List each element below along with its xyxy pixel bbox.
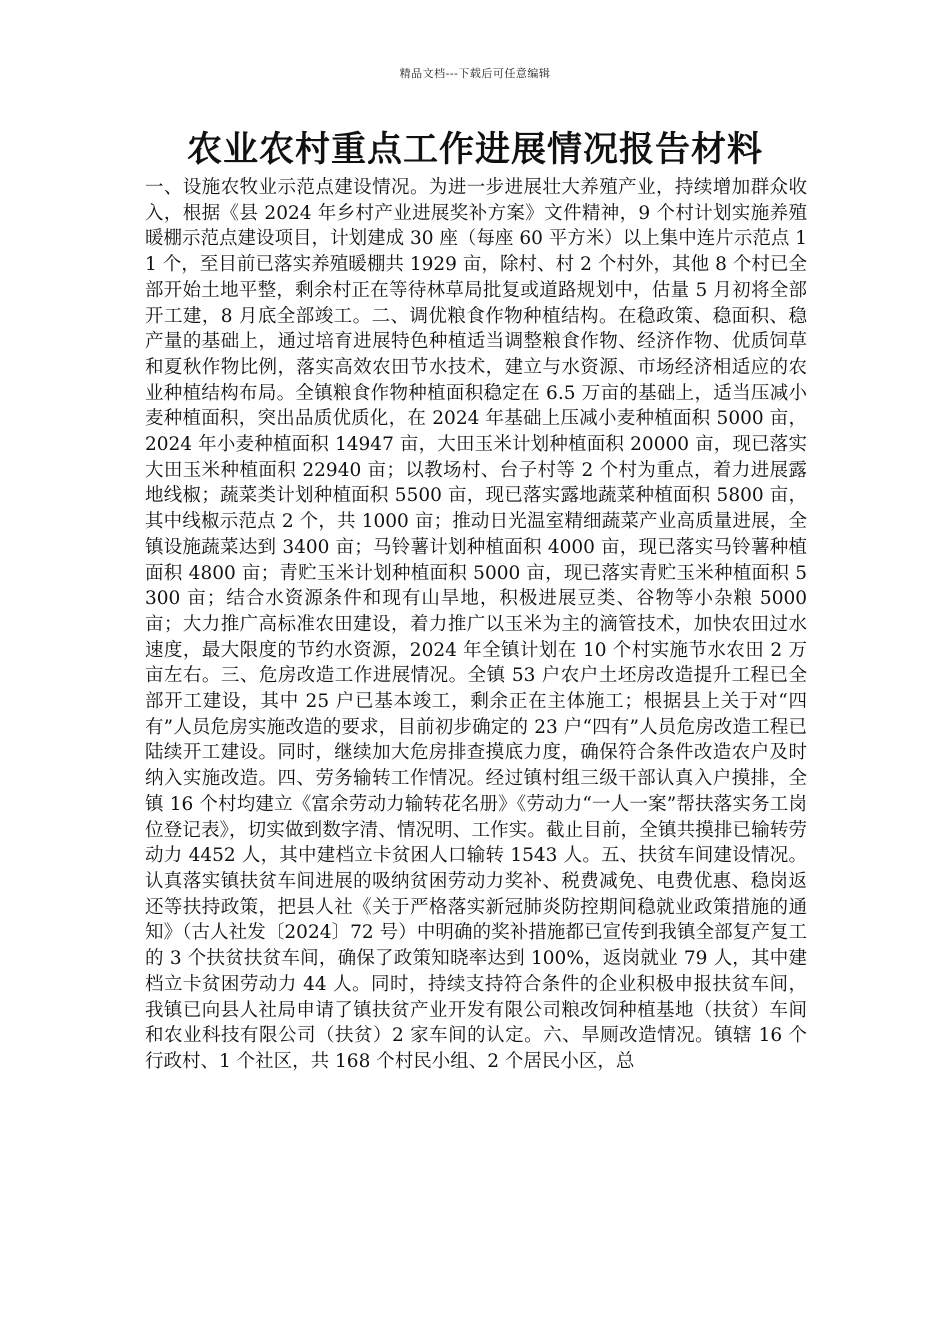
document-body xyxy=(145,175,807,1075)
header-note: 精品文档---下载后可任意编辑 xyxy=(399,67,551,80)
document-title: 农业农村重点工作进展情况报告材料 xyxy=(186,130,763,170)
body-paragraph: 一、设施农牧业示范点建设情况。为进一步进展壮大养殖产业，持续增加群众收入，根据《县 2024 年乡村产业进展奖补方案》文件精神，9 个村计划实施养殖暖棚示范点建设项目，计划建成 30 座（每座 60 平方米）以上集中连片示范点 11 个，至目前已落实养殖暖棚共 1929 亩，除村、村 2 个村外，其他 8 个村已全部开始土地平整，剩余村正在等待林草局批复或道路规划中，估量 5 月初将全部开工建，8 月底全部竣工。二、调优粮食作物种植结构。在稳政策、稳面积、稳产量的基础上，通过培育进展特色种植适当调整粮食作物、经济作物、优质饲草和夏秋作物比例，落实高效农田节水技术，建立与水资源、市场经济相适应的农业种植结构布局。全镇粮食作物种植面积稳定在 6.5 万亩的基础上，适当压减小麦种植面积，突出品质优质化，在 2024 年基础上压减小麦种植面积 5000 亩，2024 年小麦种植面积 14947 亩，大田玉米计划种植面积 20000 亩，现已落实大田玉米种植面积 22940 亩；以教场村、台子村等 2 个村为重点，着力进展露地线椒；蔬菜类计划种植面积 5500 亩，现已落实露地蔬菜种植面积 5800 亩，其中线椒示范点 2 个，共 1000 亩；推动日光温室精细蔬菜产业高质量进展，全镇设施蔬菜达到 3400 亩；马铃薯计划种植面积 4000 亩，现已落实马铃薯种植面积 4800 亩；青贮玉米计划种植面积 5000 亩，现已落实青贮玉米种植面积 5300 亩；结合水资源条件和现有山旱地，积极进展豆类、谷物等小杂粮 5000 亩；大力推广高标准农田建设，着力推广以玉米为主的滴管技术，加快农田过水速度，最大限度的节约水资源，2024 年全镇计划在 10 个村实施节水农田 2 万亩左右。三、危房改造工作进展情况。全镇 53 户农户土坯房改造提升工程已全部开工建设，其中 25 户已基本竣工，剩余正在主体施工；根据县上关于对“四有”人员危房实施改造的要求，目前初步确定的 23 户“四有”人员危房改造工程已陆续开工建设。同时，继续加大危房排查摸底力度，确保符合条件改造农户及时纳入实施改造。四、劳务输转工作情况。经过镇村组三级干部认真入户摸排，全镇 16 个村均建立《富余劳动力输转花名册》《劳动力“一人一案”帮扶落实务工岗位登记表》，切实做到数字清、情况明、工作实。截止目前，全镇共摸排已输转劳动力 4452 人，其中建档立卡贫困人口输转 1543 人。五、扶贫车间建设情况。认真落实镇扶贫车间进展的吸纳贫困劳动力奖补、税费减免、电费优惠、稳岗返还等扶持政策，把县人社《关于严格落实新冠肺炎防控期间稳就业政策措施的通知》（古人社发〔2024〕72 号）中明确的奖补措施都已宣传到我镇全部复产复工的 3 个扶贫扶贫车间，确保了政策知晓率达到 100%，返岗就业 79 人，其中建档立卡贫困劳动力 44 人。同时，持续支持符合条件的企业积极申报扶贫车间，我镇已向县人社局申请了镇扶贫产业开发有限公司粮改饲种植基地（扶贫）车间和农业科技有限公司（扶贫）2 家车间的认定。六、旱厕改造情况。镇辖 16 个行政村、1 个社区，共 168 个村民小组、2 个居民小区，总 xyxy=(145,177,807,1072)
